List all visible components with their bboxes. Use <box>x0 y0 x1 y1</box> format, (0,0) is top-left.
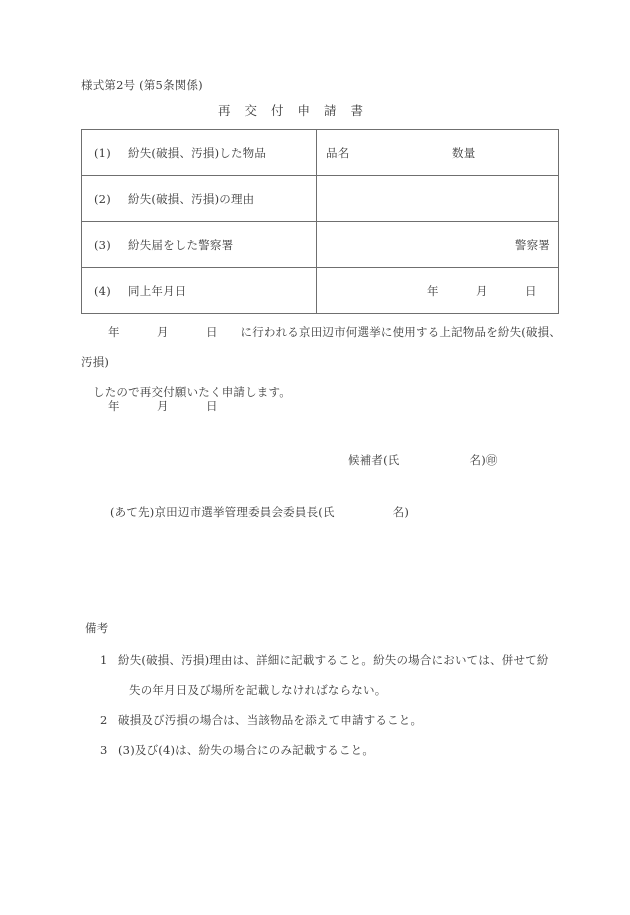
candidate-signature-line <box>348 452 498 468</box>
remark-text-continued: 失の年月日及び場所を記載しなければならない。 <box>129 683 387 697</box>
remark-number: 3 <box>100 743 108 757</box>
row-label: 同上年月日 <box>128 283 187 298</box>
table-row <box>82 130 559 176</box>
table-cell-label <box>82 130 317 176</box>
row-number: (4) <box>94 283 111 298</box>
row-number: (1) <box>94 145 111 160</box>
remarks-list <box>100 645 570 765</box>
row-label: 紛失(破損、汚損)の理由 <box>128 191 255 206</box>
quantity-label: 数量 <box>452 145 476 160</box>
remark-text: 紛失(破損、汚損)理由は、詳細に記載すること。紛失の場合においては、併せて紛 <box>118 653 549 667</box>
table-cell-label <box>82 176 317 222</box>
row-label: 紛失(破損、汚損)した物品 <box>128 145 267 160</box>
row-label: 紛失届をした警察署 <box>128 237 234 252</box>
addressee-prefix: (あて先)京田辺市選挙管理委員会委員長(氏 <box>110 505 335 519</box>
election-date-field: 年 月 日 <box>108 325 231 339</box>
form-number: 様式第2号 (第5条関係) <box>81 78 203 92</box>
list-item <box>100 705 570 735</box>
table-cell-label <box>82 268 317 314</box>
table-row <box>82 176 559 222</box>
statement-line-1: に行われる京田辺市何選挙に使用する上記物品を紛失(破損、汚損) <box>81 325 562 369</box>
police-station-label: 警察署 <box>514 237 550 252</box>
statement-line-2: したので再交付願いたく申請します。 <box>93 385 291 399</box>
list-item <box>100 735 570 765</box>
candidate-label-prefix: 候補者(氏 <box>348 453 400 467</box>
remark-text: (3)及び(4)は、紛失の場合にのみ記載すること。 <box>118 743 375 757</box>
table-row <box>82 268 559 314</box>
table-cell-value[interactable] <box>317 130 559 176</box>
table-cell-label <box>82 222 317 268</box>
table-cell-value[interactable] <box>317 176 559 222</box>
item-name-label: 品名 <box>326 145 350 160</box>
candidate-label-suffix: 名) <box>469 453 486 467</box>
remark-text: 破損及び汚損の場合は、当該物品を添えて申請すること。 <box>118 713 423 727</box>
application-table <box>81 129 559 314</box>
seal-icon: ㊞ <box>485 453 498 467</box>
page-title: 再交付申請書 <box>218 103 378 118</box>
table-row <box>82 222 559 268</box>
table-cell-value[interactable] <box>317 268 559 314</box>
addressee-suffix: 名) <box>392 505 410 519</box>
remark-number: 2 <box>100 713 108 727</box>
remark-number: 1 <box>100 653 108 667</box>
table-cell-value[interactable] <box>317 222 559 268</box>
application-date-field: 年 月 日 <box>108 399 231 413</box>
remarks-heading: 備考 <box>85 621 109 635</box>
row-number: (3) <box>94 237 111 252</box>
application-statement <box>81 317 563 407</box>
addressee-line <box>110 504 409 520</box>
report-date-field: 年 月 日 <box>427 283 550 298</box>
row-number: (2) <box>94 191 111 206</box>
list-item <box>100 645 570 705</box>
